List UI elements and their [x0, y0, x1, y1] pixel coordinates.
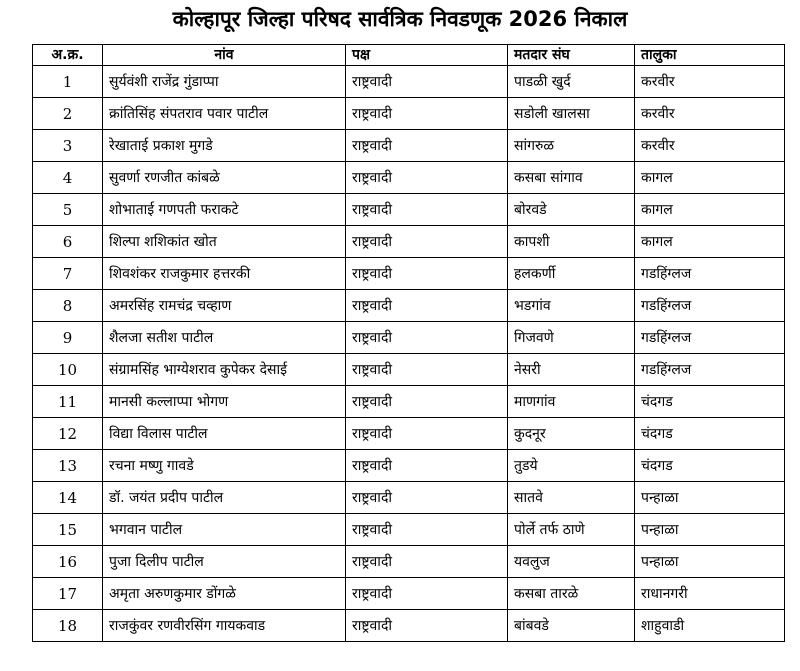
table-row	[33, 578, 785, 610]
table-row	[33, 162, 785, 194]
taluka-cell: गडहिंग्लज	[635, 258, 785, 290]
candidate-name-cell: संग्रामसिंह भाग्येशराव कुपेकर देसाई	[103, 354, 346, 386]
serial-cell: 8	[33, 290, 103, 322]
candidate-name-cell: रेखाताई प्रकाश मुगडे	[103, 130, 346, 162]
candidate-name-cell: सुर्यवंशी राजेंद्र गुंडाप्पा	[103, 66, 346, 98]
document-title: कोल्हापूर जिल्हा परिषद सार्वत्रिक निवडणूक 2026 निकाल	[172, 7, 628, 31]
constituency-cell: हलकर्णी	[508, 258, 635, 290]
taluka-cell: कागल	[635, 226, 785, 258]
candidate-name-cell: भगवान पाटील	[103, 514, 346, 546]
serial-cell: 7	[33, 258, 103, 290]
party-cell: राष्ट्रवादी	[346, 418, 508, 450]
candidate-name-cell: सुवर्णा रणजीत कांबळे	[103, 162, 346, 194]
serial-cell: 10	[33, 354, 103, 386]
serial-cell: 11	[33, 386, 103, 418]
constituency-cell: बोरवडे	[508, 194, 635, 226]
taluka-cell: राधानगरी	[635, 578, 785, 610]
serial-cell: 3	[33, 130, 103, 162]
serial-cell: 15	[33, 514, 103, 546]
table-row	[33, 546, 785, 578]
serial-cell: 18	[33, 610, 103, 642]
candidate-name-cell: शैलजा सतीश पाटील	[103, 322, 346, 354]
serial-cell: 5	[33, 194, 103, 226]
serial-cell: 17	[33, 578, 103, 610]
serial-cell: 13	[33, 450, 103, 482]
constituency-cell: भडगांव	[508, 290, 635, 322]
serial-cell: 6	[33, 226, 103, 258]
serial-cell: 9	[33, 322, 103, 354]
constituency-cell: कुदनूर	[508, 418, 635, 450]
candidate-name-cell: क्रांतिसिंह संपतराव पवार पाटील	[103, 98, 346, 130]
party-cell: राष्ट्रवादी	[346, 130, 508, 162]
serial-cell: 14	[33, 482, 103, 514]
constituency-cell: कापशी	[508, 226, 635, 258]
table-header-row	[33, 45, 785, 66]
party-cell: राष्ट्रवादी	[346, 290, 508, 322]
taluka-cell: चंदगड	[635, 450, 785, 482]
candidate-name-cell: राजकुंवर रणवीरसिंग गायकवाड	[103, 610, 346, 642]
candidate-name-cell: अमरसिंह रामचंद्र चव्हाण	[103, 290, 346, 322]
constituency-cell: कसबा तारळे	[508, 578, 635, 610]
party-cell: राष्ट्रवादी	[346, 194, 508, 226]
constituency-cell: कसबा सांगाव	[508, 162, 635, 194]
party-cell: राष्ट्रवादी	[346, 354, 508, 386]
taluka-cell: गडहिंग्लज	[635, 354, 785, 386]
taluka-cell: पन्हाळा	[635, 482, 785, 514]
column-header-serial: अ.क्र.	[33, 45, 103, 66]
taluka-cell: चंदगड	[635, 386, 785, 418]
taluka-cell: कागल	[635, 162, 785, 194]
table-row	[33, 130, 785, 162]
serial-cell: 16	[33, 546, 103, 578]
table-header	[33, 45, 785, 66]
party-cell: राष्ट्रवादी	[346, 66, 508, 98]
constituency-cell: सातवे	[508, 482, 635, 514]
table-row	[33, 450, 785, 482]
table-row	[33, 194, 785, 226]
constituency-cell: यवलुज	[508, 546, 635, 578]
party-cell: राष्ट्रवादी	[346, 98, 508, 130]
candidate-name-cell: शोभाताई गणपती फराकटे	[103, 194, 346, 226]
constituency-cell: पोर्ले तर्फ ठाणे	[508, 514, 635, 546]
table-body	[33, 66, 785, 642]
serial-cell: 4	[33, 162, 103, 194]
table-row	[33, 610, 785, 642]
taluka-cell: शाहुवाडी	[635, 610, 785, 642]
table-row	[33, 322, 785, 354]
party-cell: राष्ट्रवादी	[346, 546, 508, 578]
results-table	[32, 44, 785, 642]
party-cell: राष्ट्रवादी	[346, 226, 508, 258]
candidate-name-cell: मानसी कल्लाप्पा भोगण	[103, 386, 346, 418]
column-header-constituency: मतदार संघ	[508, 45, 635, 66]
taluka-cell: करवीर	[635, 66, 785, 98]
table-row	[33, 226, 785, 258]
table-row	[33, 514, 785, 546]
table-row	[33, 98, 785, 130]
taluka-cell: चंदगड	[635, 418, 785, 450]
table-row	[33, 354, 785, 386]
candidate-name-cell: पुजा दिलीप पाटील	[103, 546, 346, 578]
table-row	[33, 386, 785, 418]
taluka-cell: गडहिंग्लज	[635, 322, 785, 354]
constituency-cell: माणगांव	[508, 386, 635, 418]
party-cell: राष्ट्रवादी	[346, 386, 508, 418]
taluka-cell: कागल	[635, 194, 785, 226]
party-cell: राष्ट्रवादी	[346, 162, 508, 194]
candidate-name-cell: अमृता अरुणकुमार डोंगळे	[103, 578, 346, 610]
taluka-cell: करवीर	[635, 130, 785, 162]
candidate-name-cell: रचना मष्णु गावडे	[103, 450, 346, 482]
constituency-cell: सडोली खालसा	[508, 98, 635, 130]
table-row	[33, 258, 785, 290]
column-header-name: नांव	[103, 45, 346, 66]
party-cell: राष्ट्रवादी	[346, 258, 508, 290]
taluka-cell: पन्हाळा	[635, 546, 785, 578]
constituency-cell: तुडये	[508, 450, 635, 482]
party-cell: राष्ट्रवादी	[346, 450, 508, 482]
taluka-cell: गडहिंग्लज	[635, 290, 785, 322]
party-cell: राष्ट्रवादी	[346, 578, 508, 610]
party-cell: राष्ट्रवादी	[346, 514, 508, 546]
column-header-party: पक्ष	[346, 45, 508, 66]
candidate-name-cell: शिल्पा शशिकांत खोत	[103, 226, 346, 258]
serial-cell: 2	[33, 98, 103, 130]
constituency-cell: सांगरुळ	[508, 130, 635, 162]
candidate-name-cell: डॉ. जयंत प्रदीप पाटील	[103, 482, 346, 514]
taluka-cell: करवीर	[635, 98, 785, 130]
taluka-cell: पन्हाळा	[635, 514, 785, 546]
table-row	[33, 66, 785, 98]
party-cell: राष्ट्रवादी	[346, 482, 508, 514]
column-header-taluka: तालुका	[635, 45, 785, 66]
candidate-name-cell: विद्या विलास पाटील	[103, 418, 346, 450]
constituency-cell: गिजवणे	[508, 322, 635, 354]
candidate-name-cell: शिवशंकर राजकुमार हत्तरकी	[103, 258, 346, 290]
constituency-cell: पाडळी खुर्द	[508, 66, 635, 98]
table-row	[33, 290, 785, 322]
serial-cell: 12	[33, 418, 103, 450]
party-cell: राष्ट्रवादी	[346, 610, 508, 642]
constituency-cell: बांबवडे	[508, 610, 635, 642]
constituency-cell: नेसरी	[508, 354, 635, 386]
party-cell: राष्ट्रवादी	[346, 322, 508, 354]
table-row	[33, 482, 785, 514]
serial-cell: 1	[33, 66, 103, 98]
table-row	[33, 418, 785, 450]
